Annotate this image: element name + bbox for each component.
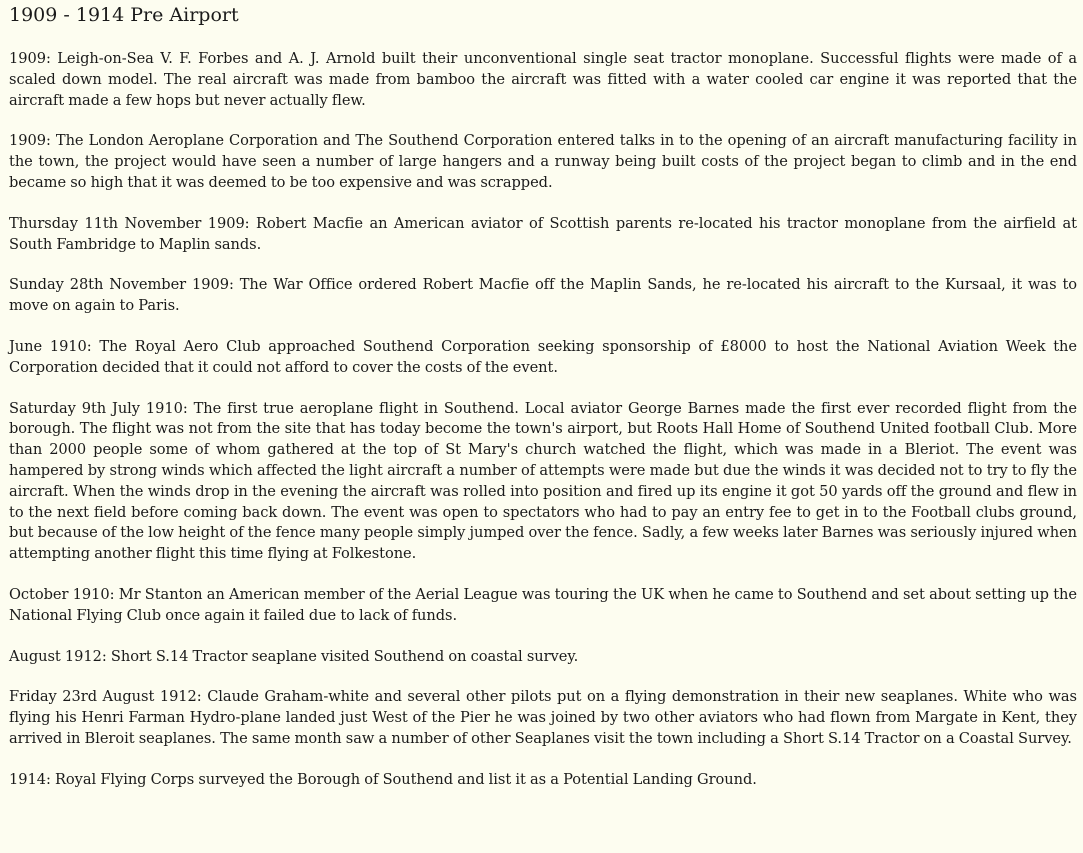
timeline-entry-1909-london-aeroplane-corporation: 1909: The London Aeroplane Corporation and The Southend Corporation entered talks in to the opening of an aircraft manufacturing facility in the town, the project would have seen a number of large hangers and a runway being built costs of the project began to climb and in the end became so high that it was deemed to be too expensive and was scrapped. [9, 132, 1077, 191]
timeline-entry-aug-23-1912: Friday 23rd August 1912: Claude Graham-white and several other pilots put on a flying demonstration in their new seaplanes. White who was flying his Henri Farman Hydro-plane landed just West of the Pier he was joined by two other aviators who had flown from Margate in Kent, they arrived in Bleroit seaplanes. The same month saw a number of other Seaplanes visit the town including a Short S.14 Tractor on a Coastal Survey. [9, 688, 1077, 747]
timeline-entries [9, 49, 1077, 791]
timeline-entry-1914: 1914: Royal Flying Corps surveyed the Borough of Southend and list it as a Potential Landing Ground. [9, 770, 757, 788]
timeline-entry-august-1912: August 1912: Short S.14 Tractor seaplane visited Southend on coastal survey. [9, 647, 579, 665]
timeline-entry-october-1910: October 1910: Mr Stanton an American member of the Aerial League was touring the UK when he came to Southend and set about setting up the National Flying Club once again it failed due to lack of funds. [9, 585, 1077, 624]
timeline-entry-july-9-1910: Saturday 9th July 1910: The first true aeroplane flight in Southend. Local aviator George Barnes made the first ever recorded flight from the borough. The flight was not from the site that has today become the town's airport, but Roots Hall Home of Southend United football Club. More than 2000 people some of whom gathered at the top of St Mary's church watched the flight, which was made in a Bleriot. The event was hampered by strong winds which affected the light aircraft a number of attempts were made but due the winds it was decided not to try to fly the aircraft. When the winds drop in the evening the aircraft was rolled into position and fired up its engine it got 50 yards off the ground and flew in to the next field before coming back down. The event was open to spectators who had to pay an entry fee to get in to the Football clubs ground, but because of the low height of the fence many people simply jumped over the fence. Sadly, a few weeks later Barnes was seriously injured when attempting another flight this time flying at Folkestone. [9, 399, 1077, 563]
timeline-entry-1909-forbes-arnold: 1909: Leigh-on-Sea V. F. Forbes and A. J. Arnold built their unconventional single seat tractor monoplane. Successful flights were made of a scaled down model. The real aircraft was made from bamboo the aircraft was fitted with a water cooled car engine it was reported that the aircraft made a few hops but never actually flew. [9, 50, 1077, 109]
timeline-entry-june-1910: June 1910: The Royal Aero Club approached Southend Corporation seeking sponsorship of £8000 to host the National Aviation Week the Corporation decided that it could not afford to cover the costs of the event. [9, 337, 1077, 376]
timeline-entry-nov-11-1909: Thursday 11th November 1909: Robert Macfie an American aviator of Scottish parents re-located his tractor monoplane from the airfield at South Fambridge to Maplin sands. [9, 214, 1077, 253]
page-title: 1909 - 1914 Pre Airport [9, 4, 239, 26]
timeline-entry-nov-28-1909: Sunday 28th November 1909: The War Office ordered Robert Macfie off the Maplin Sands, he re-located his aircraft to the Kursaal, it was to move on again to Paris. [9, 276, 1077, 315]
